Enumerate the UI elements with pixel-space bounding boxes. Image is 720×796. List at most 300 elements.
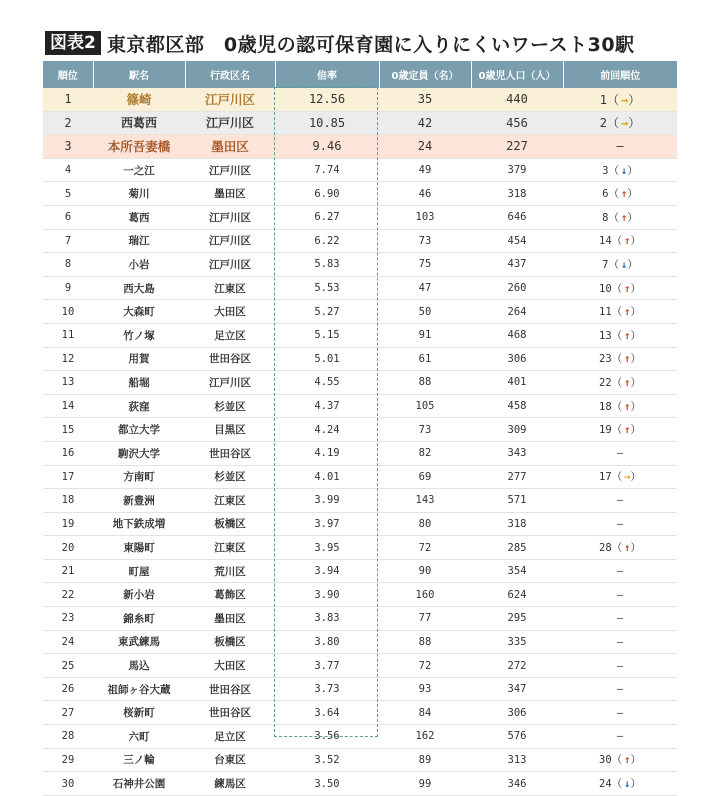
capacity-cell [379, 489, 471, 513]
previous-rank-value: — [616, 588, 624, 601]
capacity-value: 91 [418, 329, 432, 342]
station-name-cell [93, 583, 185, 607]
capacity-value: 103 [415, 211, 435, 224]
capacity-value: 99 [418, 777, 432, 790]
ratio-cell [275, 630, 379, 654]
population-value: 646 [507, 211, 527, 224]
rank-cell [43, 205, 93, 229]
station-name-cell [93, 253, 185, 277]
previous-rank-value: 18 [599, 400, 612, 413]
ratio-value: 5.01 [314, 352, 340, 365]
ratio-cell [275, 205, 379, 229]
rank-value: 27 [61, 706, 75, 719]
ward-cell [185, 135, 275, 159]
previous-rank-cell [563, 725, 677, 749]
paren-open: （ [611, 424, 623, 437]
ratio-value: 3.73 [314, 683, 340, 696]
population-cell [471, 677, 563, 701]
ward-value: 世田谷区 [209, 707, 251, 720]
previous-rank-value: — [616, 635, 624, 648]
ward-value: 江戸川区 [209, 164, 251, 177]
ratio-value: 3.56 [314, 730, 340, 743]
population-cell [471, 465, 563, 489]
population-cell [471, 607, 563, 631]
paren-close: ） [630, 400, 641, 413]
ratio-value: 3.83 [314, 612, 340, 625]
population-value: 313 [507, 753, 527, 766]
population-value: 347 [507, 683, 527, 696]
trend-down-icon: ↓ [621, 258, 628, 271]
capacity-value: 35 [417, 92, 433, 107]
ward-cell [185, 583, 275, 607]
population-cell [471, 536, 563, 560]
previous-rank-cell [563, 394, 677, 418]
capacity-cell [379, 158, 471, 182]
rank-value: 15 [61, 423, 75, 436]
ward-cell [185, 394, 275, 418]
table-row [43, 300, 677, 324]
population-cell [471, 630, 563, 654]
population-value: 343 [507, 447, 527, 460]
rank-cell [43, 677, 93, 701]
population-value: 354 [507, 565, 527, 578]
station-name-value: 菊川 [128, 188, 150, 201]
station-name-value: 荻窪 [128, 400, 150, 413]
population-value: 272 [507, 659, 527, 672]
paren-open: （ [611, 778, 623, 791]
previous-rank-cell [563, 607, 677, 631]
table-row [43, 135, 677, 159]
trend-up-icon: ↑ [624, 282, 631, 295]
paren-open: （ [606, 116, 619, 131]
rank-value: 2 [64, 115, 72, 130]
trend-same-icon: → [624, 471, 631, 484]
population-value: 624 [507, 588, 527, 601]
station-name-cell [93, 465, 185, 489]
capacity-cell [379, 135, 471, 159]
rank-cell [43, 418, 93, 442]
ratio-cell [275, 607, 379, 631]
previous-rank-cell [563, 465, 677, 489]
ratio-cell [275, 489, 379, 513]
station-name-cell [93, 748, 185, 772]
station-name-value: 錦糸町 [123, 612, 155, 625]
ratio-cell [275, 418, 379, 442]
paren-open: （ [611, 754, 623, 767]
station-name-value: 東武練馬 [118, 636, 160, 649]
ratio-value: 3.64 [314, 706, 340, 719]
ratio-cell [275, 300, 379, 324]
ward-value: 江東区 [214, 542, 246, 555]
capacity-cell [379, 654, 471, 678]
station-name-cell [93, 512, 185, 536]
ward-cell [185, 489, 275, 513]
station-name-cell [93, 182, 185, 206]
capacity-value: 61 [418, 352, 432, 365]
capacity-cell [379, 111, 471, 135]
rank-value: 18 [61, 494, 75, 507]
ratio-cell [275, 276, 379, 300]
table-row [43, 371, 677, 395]
rank-value: 19 [61, 517, 75, 530]
population-value: 440 [506, 92, 528, 107]
population-cell [471, 158, 563, 182]
paren-open: （ [608, 211, 619, 224]
ward-cell [185, 677, 275, 701]
ward-cell [185, 465, 275, 489]
population-cell [471, 135, 563, 159]
paren-close: ） [630, 376, 641, 389]
header-population: 0歳児人口（人） [471, 61, 563, 88]
station-name-value: 用賀 [128, 353, 150, 366]
station-name-value: 一之江 [123, 164, 155, 177]
rank-value: 16 [61, 447, 75, 460]
ratio-value: 4.55 [314, 376, 340, 389]
rank-value: 4 [64, 164, 72, 177]
ratio-cell [275, 654, 379, 678]
ratio-value: 5.15 [314, 329, 340, 342]
table-row [43, 182, 677, 206]
ratio-value: 3.50 [314, 777, 340, 790]
ward-value: 江戸川区 [204, 92, 255, 108]
station-name-cell [93, 229, 185, 253]
ward-value: 杉並区 [214, 400, 246, 413]
ward-cell [185, 323, 275, 347]
previous-rank-cell [563, 371, 677, 395]
ratio-cell [275, 229, 379, 253]
population-value: 456 [506, 115, 528, 130]
ratio-cell [275, 371, 379, 395]
ward-value: 足立区 [214, 329, 246, 342]
capacity-value: 75 [418, 258, 432, 271]
previous-rank-value: 1 [599, 92, 607, 107]
previous-rank-value: 6 [602, 188, 609, 201]
capacity-cell [379, 300, 471, 324]
previous-rank-cell [563, 441, 677, 465]
population-value: 454 [507, 234, 527, 247]
previous-rank-cell [563, 205, 677, 229]
previous-rank-value: 30 [599, 754, 612, 767]
table-row [43, 583, 677, 607]
population-cell [471, 205, 563, 229]
paren-open: （ [608, 258, 619, 271]
previous-rank-value: 24 [599, 778, 612, 791]
station-name-value: 六町 [128, 730, 150, 743]
previous-rank-value: 13 [599, 329, 612, 342]
capacity-value: 72 [418, 541, 432, 554]
capacity-cell [379, 418, 471, 442]
population-value: 285 [507, 541, 527, 554]
ratio-cell [275, 583, 379, 607]
ward-value: 荒川区 [214, 565, 246, 578]
population-cell [471, 347, 563, 371]
ward-value: 墨田区 [214, 188, 246, 201]
rank-value: 1 [64, 92, 72, 107]
capacity-cell [379, 701, 471, 725]
ward-cell [185, 182, 275, 206]
ward-value: 葛飾区 [214, 589, 246, 602]
trend-up-icon: ↑ [624, 542, 631, 555]
table-row [43, 88, 677, 111]
ratio-cell [275, 701, 379, 725]
ward-value: 板橋区 [214, 518, 246, 531]
trend-up-icon: ↑ [624, 235, 631, 248]
station-name-value: 石神井公園 [112, 778, 166, 791]
capacity-value: 50 [418, 305, 432, 318]
table-row [43, 323, 677, 347]
ward-cell [185, 607, 275, 631]
rank-value: 3 [64, 139, 72, 154]
population-value: 468 [507, 329, 527, 342]
previous-rank-cell [563, 88, 677, 111]
ward-value: 目黒区 [214, 424, 246, 437]
trend-same-icon: → [621, 92, 629, 107]
table-row [43, 512, 677, 536]
previous-rank-value: 10 [599, 282, 612, 295]
ward-value: 板橋区 [214, 636, 246, 649]
ratio-cell [275, 88, 379, 111]
population-cell [471, 323, 563, 347]
rank-value: 21 [61, 565, 75, 578]
capacity-value: 143 [415, 494, 435, 507]
ratio-cell [275, 512, 379, 536]
ward-cell [185, 111, 275, 135]
rank-value: 12 [61, 352, 75, 365]
capacity-value: 84 [418, 706, 432, 719]
ward-cell [185, 371, 275, 395]
ward-value: 江戸川区 [209, 211, 251, 224]
station-name-cell [93, 630, 185, 654]
capacity-value: 82 [418, 447, 432, 460]
table-row [43, 559, 677, 583]
ratio-value: 3.52 [314, 753, 340, 766]
previous-rank-cell [563, 300, 677, 324]
table-row [43, 748, 677, 772]
paren-open: （ [611, 400, 623, 413]
paren-open: （ [611, 471, 623, 484]
rank-cell [43, 135, 93, 159]
ratio-value: 3.95 [314, 541, 340, 554]
previous-rank-cell [563, 418, 677, 442]
table-row [43, 158, 677, 182]
paren-open: （ [611, 376, 623, 389]
ward-value: 江戸川区 [205, 116, 254, 131]
population-cell [471, 300, 563, 324]
table-row [43, 630, 677, 654]
ranking-table [43, 61, 677, 796]
ratio-value: 6.22 [314, 234, 340, 247]
paren-close: ） [630, 235, 641, 248]
ward-cell [185, 725, 275, 749]
ratio-value: 4.24 [314, 423, 340, 436]
previous-rank-value: 23 [599, 353, 612, 366]
station-name-value: 本所吾妻橋 [107, 139, 171, 155]
ratio-cell [275, 135, 379, 159]
capacity-value: 24 [417, 139, 433, 154]
capacity-value: 46 [418, 187, 432, 200]
previous-rank-value: 2 [599, 116, 607, 131]
population-value: 309 [507, 423, 527, 436]
station-name-value: 三ノ輪 [123, 754, 155, 767]
population-cell [471, 748, 563, 772]
table-row [43, 229, 677, 253]
paren-close: ） [630, 471, 641, 484]
rank-value: 28 [61, 730, 75, 743]
table-row [43, 441, 677, 465]
paren-close: ） [628, 92, 641, 107]
ward-cell [185, 300, 275, 324]
capacity-cell [379, 748, 471, 772]
station-name-cell [93, 559, 185, 583]
population-value: 306 [507, 706, 527, 719]
header-station: 駅名 [93, 61, 185, 88]
capacity-cell [379, 394, 471, 418]
station-name-value: 地下鉄成増 [112, 518, 166, 531]
capacity-value: 77 [418, 612, 432, 625]
station-name-value: 方南町 [123, 471, 155, 484]
ward-cell [185, 441, 275, 465]
ward-cell [185, 654, 275, 678]
paren-close: ） [630, 754, 641, 767]
previous-rank-cell [563, 630, 677, 654]
rank-value: 8 [64, 258, 72, 271]
paren-close: ） [630, 282, 641, 295]
ward-cell [185, 512, 275, 536]
rank-cell [43, 512, 93, 536]
population-value: 277 [507, 470, 527, 483]
population-value: 306 [507, 352, 527, 365]
ward-cell [185, 253, 275, 277]
ward-value: 世田谷区 [209, 353, 251, 366]
rank-cell [43, 182, 93, 206]
population-cell [471, 441, 563, 465]
ratio-cell [275, 677, 379, 701]
capacity-cell [379, 347, 471, 371]
station-name-value: 新小岩 [123, 589, 155, 602]
station-name-cell [93, 300, 185, 324]
previous-rank-value: — [616, 494, 624, 507]
population-value: 264 [507, 305, 527, 318]
previous-rank-value: 28 [599, 542, 612, 555]
ward-value: 墨田区 [211, 139, 249, 155]
capacity-cell [379, 630, 471, 654]
previous-rank-cell [563, 772, 677, 796]
capacity-value: 47 [418, 282, 432, 295]
paren-open: （ [608, 164, 619, 177]
ward-value: 台東区 [214, 754, 246, 767]
rank-value: 9 [64, 282, 72, 295]
rank-value: 30 [61, 777, 75, 790]
rank-cell [43, 371, 93, 395]
previous-rank-cell [563, 654, 677, 678]
station-name-cell [93, 441, 185, 465]
station-name-value: 祖師ヶ谷大蔵 [107, 683, 171, 696]
station-name-cell [93, 347, 185, 371]
table-row [43, 536, 677, 560]
paren-open: （ [611, 329, 623, 342]
population-cell [471, 654, 563, 678]
ward-cell [185, 158, 275, 182]
ratio-value: 10.85 [308, 115, 346, 130]
ward-value: 杉並区 [214, 471, 246, 484]
rank-cell [43, 441, 93, 465]
trend-down-icon: ↓ [624, 778, 631, 791]
ward-value: 江戸川区 [209, 376, 251, 389]
figure-title [45, 30, 635, 56]
population-cell [471, 394, 563, 418]
header-ward: 行政区名 [185, 61, 275, 88]
ratio-cell [275, 347, 379, 371]
rank-value: 14 [61, 400, 75, 413]
population-cell [471, 111, 563, 135]
ward-value: 足立区 [214, 730, 246, 743]
station-name-cell [93, 725, 185, 749]
station-name-value: 竹ノ塚 [123, 329, 155, 342]
capacity-cell [379, 371, 471, 395]
population-cell [471, 489, 563, 513]
ward-cell [185, 347, 275, 371]
previous-rank-cell [563, 701, 677, 725]
ratio-value: 7.74 [314, 164, 340, 177]
ratio-cell [275, 441, 379, 465]
table-header-row [43, 61, 677, 88]
rank-cell [43, 748, 93, 772]
station-name-cell [93, 677, 185, 701]
rank-value: 5 [64, 187, 72, 200]
population-cell [471, 583, 563, 607]
ratio-cell [275, 394, 379, 418]
station-name-cell [93, 607, 185, 631]
station-name-cell [93, 323, 185, 347]
station-name-cell [93, 371, 185, 395]
previous-rank-cell [563, 229, 677, 253]
ratio-value: 3.97 [314, 517, 340, 530]
population-cell [471, 276, 563, 300]
population-cell [471, 418, 563, 442]
table-row [43, 725, 677, 749]
ratio-value: 4.19 [314, 447, 340, 460]
station-name-value: 都立大学 [118, 424, 160, 437]
ratio-value: 12.56 [308, 92, 346, 107]
station-name-value: 瑞江 [128, 235, 150, 248]
capacity-cell [379, 465, 471, 489]
capacity-value: 162 [415, 730, 435, 743]
population-value: 346 [507, 777, 527, 790]
previous-rank-value: 14 [599, 235, 612, 248]
rank-cell [43, 701, 93, 725]
rank-cell [43, 229, 93, 253]
population-value: 295 [507, 612, 527, 625]
ratio-cell [275, 748, 379, 772]
rank-value: 20 [61, 541, 75, 554]
capacity-cell [379, 583, 471, 607]
ward-cell [185, 205, 275, 229]
rank-cell [43, 536, 93, 560]
capacity-value: 73 [418, 423, 432, 436]
table-row [43, 772, 677, 796]
previous-rank-value: — [616, 447, 624, 460]
ward-value: 世田谷区 [209, 447, 251, 460]
table-row [43, 253, 677, 277]
paren-close: ） [627, 258, 638, 271]
previous-rank-cell [563, 323, 677, 347]
rank-value: 22 [61, 588, 75, 601]
capacity-cell [379, 229, 471, 253]
station-name-cell [93, 418, 185, 442]
ward-cell [185, 418, 275, 442]
population-cell [471, 725, 563, 749]
previous-rank-cell [563, 135, 677, 159]
